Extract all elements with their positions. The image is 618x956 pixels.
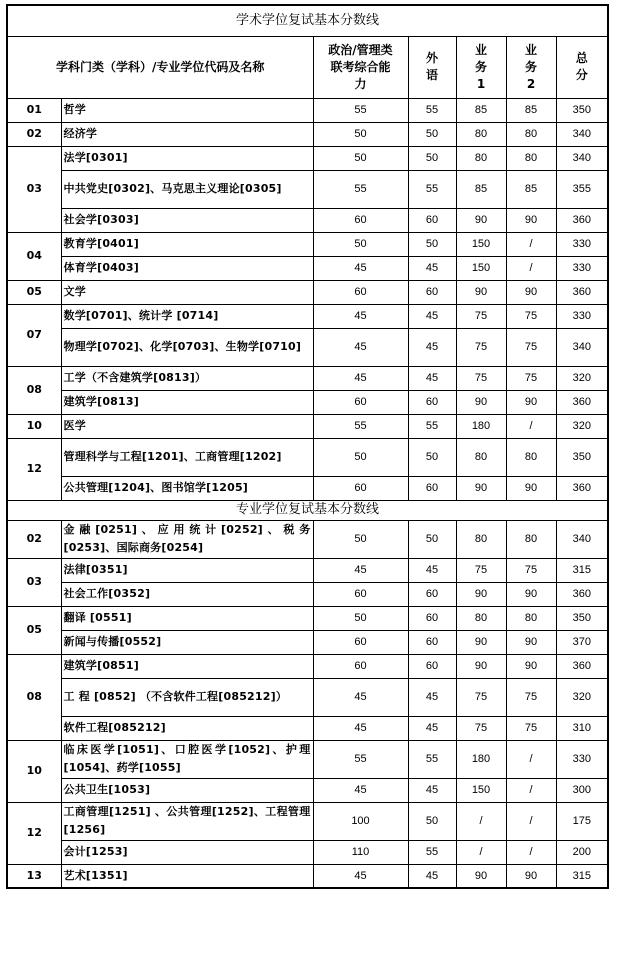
discipline-name: 数学[0701]、统计学 [0714] xyxy=(61,304,313,328)
score-foreign: 45 xyxy=(408,678,456,716)
header-politics-line2: 联考综合能 xyxy=(330,59,391,74)
discipline-name: 翻译 [0551] xyxy=(61,606,313,630)
table-row xyxy=(7,146,608,170)
header-course2-line1: 业 xyxy=(524,42,537,57)
discipline-name: 物理学[0702]、化学[0703]、生物学[0710] xyxy=(61,328,313,366)
discipline-code: 12 xyxy=(7,802,61,864)
score-politics: 50 xyxy=(313,520,408,558)
table-row xyxy=(7,366,608,390)
table-row xyxy=(7,256,608,280)
table-row xyxy=(7,520,608,558)
score-foreign: 45 xyxy=(408,304,456,328)
score-total: 300 xyxy=(556,778,608,802)
score-course2: 80 xyxy=(506,606,556,630)
score-foreign: 45 xyxy=(408,716,456,740)
score-course1: 90 xyxy=(456,864,506,888)
score-politics: 55 xyxy=(313,414,408,438)
discipline-code: 04 xyxy=(7,232,61,280)
score-foreign: 60 xyxy=(408,654,456,678)
discipline-code: 10 xyxy=(7,740,61,802)
discipline-code: 03 xyxy=(7,146,61,232)
score-course1: 80 xyxy=(456,520,506,558)
header-course2 xyxy=(506,36,556,98)
discipline-code: 13 xyxy=(7,864,61,888)
score-foreign: 45 xyxy=(408,864,456,888)
score-course2: 80 xyxy=(506,122,556,146)
score-course2: / xyxy=(506,414,556,438)
discipline-code: 12 xyxy=(7,438,61,500)
table-row xyxy=(7,232,608,256)
score-course1: 90 xyxy=(456,630,506,654)
discipline-name: 法律[0351] xyxy=(61,558,313,582)
header-foreign xyxy=(408,36,456,98)
header-course1 xyxy=(456,36,506,98)
score-course1: 80 xyxy=(456,606,506,630)
score-politics: 55 xyxy=(313,740,408,778)
score-total: 370 xyxy=(556,630,608,654)
score-total: 330 xyxy=(556,740,608,778)
score-politics: 60 xyxy=(313,390,408,414)
score-foreign: 60 xyxy=(408,390,456,414)
score-course2: 75 xyxy=(506,304,556,328)
discipline-name: 体育学[0403] xyxy=(61,256,313,280)
table-row xyxy=(7,304,608,328)
score-politics: 60 xyxy=(313,582,408,606)
score-total: 200 xyxy=(556,840,608,864)
score-course2: 80 xyxy=(506,520,556,558)
score-course1: 75 xyxy=(456,328,506,366)
score-politics: 45 xyxy=(313,678,408,716)
header-course1-line1: 业 xyxy=(474,42,487,57)
score-course2: / xyxy=(506,802,556,840)
score-course2: 90 xyxy=(506,390,556,414)
score-foreign: 55 xyxy=(408,170,456,208)
score-course2: / xyxy=(506,256,556,280)
discipline-name: 公共管理[1204]、图书馆学[1205] xyxy=(61,476,313,500)
score-politics: 45 xyxy=(313,366,408,390)
score-politics: 45 xyxy=(313,558,408,582)
score-politics: 50 xyxy=(313,146,408,170)
score-total: 350 xyxy=(556,438,608,476)
table-row xyxy=(7,778,608,802)
header-course1-line3: 1 xyxy=(476,76,486,91)
score-total: 360 xyxy=(556,582,608,606)
score-foreign: 50 xyxy=(408,438,456,476)
score-course2: 90 xyxy=(506,630,556,654)
score-course1: 90 xyxy=(456,654,506,678)
discipline-name: 文学 xyxy=(61,280,313,304)
score-course1: / xyxy=(456,802,506,840)
score-course1: / xyxy=(456,840,506,864)
score-course2: 90 xyxy=(506,476,556,500)
score-course1: 75 xyxy=(456,366,506,390)
score-total: 360 xyxy=(556,280,608,304)
score-course1: 180 xyxy=(456,740,506,778)
score-foreign: 60 xyxy=(408,476,456,500)
score-foreign: 50 xyxy=(408,146,456,170)
score-foreign: 45 xyxy=(408,558,456,582)
table-row xyxy=(7,390,608,414)
score-course2: 80 xyxy=(506,146,556,170)
score-politics: 45 xyxy=(313,256,408,280)
header-total-line1: 总 xyxy=(575,51,588,65)
discipline-name: 建筑学[0813] xyxy=(61,390,313,414)
discipline-name: 艺术[1351] xyxy=(61,864,313,888)
score-course1: 150 xyxy=(456,232,506,256)
header-total-line2: 分 xyxy=(575,68,588,82)
score-politics: 55 xyxy=(313,98,408,122)
table-row xyxy=(7,98,608,122)
table-row xyxy=(7,170,608,208)
table-row xyxy=(7,740,608,778)
score-politics: 45 xyxy=(313,778,408,802)
score-politics: 110 xyxy=(313,840,408,864)
score-politics: 45 xyxy=(313,328,408,366)
discipline-code: 02 xyxy=(7,520,61,558)
score-course2: 80 xyxy=(506,438,556,476)
table-row xyxy=(7,582,608,606)
table-row xyxy=(7,864,608,888)
score-foreign: 45 xyxy=(408,328,456,366)
score-total: 340 xyxy=(556,520,608,558)
header-politics-line3: 力 xyxy=(354,76,367,91)
score-total: 320 xyxy=(556,366,608,390)
score-course2: 75 xyxy=(506,328,556,366)
score-total: 350 xyxy=(556,98,608,122)
discipline-name: 哲学 xyxy=(61,98,313,122)
table-row xyxy=(7,630,608,654)
header-politics-line1: 政治/管理类 xyxy=(328,42,393,57)
discipline-code: 01 xyxy=(7,98,61,122)
score-total: 360 xyxy=(556,390,608,414)
score-total: 340 xyxy=(556,146,608,170)
score-course1: 80 xyxy=(456,122,506,146)
header-course2-line2: 务 xyxy=(524,59,537,74)
score-foreign: 60 xyxy=(408,280,456,304)
score-total: 355 xyxy=(556,170,608,208)
score-total: 310 xyxy=(556,716,608,740)
score-course1: 75 xyxy=(456,716,506,740)
score-course1: 90 xyxy=(456,582,506,606)
score-politics: 50 xyxy=(313,438,408,476)
discipline-code: 02 xyxy=(7,122,61,146)
table-row xyxy=(7,122,608,146)
score-course2: / xyxy=(506,778,556,802)
score-table-sheet xyxy=(6,4,609,889)
score-total: 350 xyxy=(556,606,608,630)
score-total: 360 xyxy=(556,208,608,232)
score-course1: 75 xyxy=(456,304,506,328)
score-foreign: 60 xyxy=(408,606,456,630)
table-row xyxy=(7,558,608,582)
discipline-code: 03 xyxy=(7,558,61,606)
score-course1: 90 xyxy=(456,280,506,304)
score-politics: 50 xyxy=(313,606,408,630)
score-foreign: 60 xyxy=(408,630,456,654)
score-politics: 60 xyxy=(313,476,408,500)
score-foreign: 55 xyxy=(408,840,456,864)
table-row xyxy=(7,802,608,840)
discipline-name: 工 程 [0852] （不含软件工程[085212]） xyxy=(61,678,313,716)
discipline-name: 建筑学[0851] xyxy=(61,654,313,678)
score-foreign: 45 xyxy=(408,778,456,802)
table-row xyxy=(7,208,608,232)
score-course2: 75 xyxy=(506,366,556,390)
score-total: 330 xyxy=(556,232,608,256)
header-course1-line2: 务 xyxy=(474,59,487,74)
discipline-name: 新闻与传播[0552] xyxy=(61,630,313,654)
discipline-code: 07 xyxy=(7,304,61,366)
score-total: 175 xyxy=(556,802,608,840)
score-course2: / xyxy=(506,840,556,864)
score-total: 360 xyxy=(556,654,608,678)
score-course1: 180 xyxy=(456,414,506,438)
academic-title: 学术学位复试基本分数线 xyxy=(7,5,608,36)
score-total: 320 xyxy=(556,678,608,716)
table-row xyxy=(7,654,608,678)
header-row xyxy=(7,36,608,98)
score-course2: 90 xyxy=(506,654,556,678)
score-foreign: 50 xyxy=(408,802,456,840)
discipline-code: 08 xyxy=(7,366,61,414)
score-foreign: 45 xyxy=(408,256,456,280)
score-course2: 90 xyxy=(506,280,556,304)
score-total: 315 xyxy=(556,558,608,582)
header-total xyxy=(556,36,608,98)
header-course2-line3: 2 xyxy=(526,76,536,91)
score-politics: 45 xyxy=(313,304,408,328)
score-total: 340 xyxy=(556,122,608,146)
discipline-name: 工商管理[1251] 、公共管理[1252]、工程管理[1256] xyxy=(61,802,313,840)
score-foreign: 55 xyxy=(408,740,456,778)
score-politics: 50 xyxy=(313,232,408,256)
score-total: 340 xyxy=(556,328,608,366)
score-total: 315 xyxy=(556,864,608,888)
table-row xyxy=(7,606,608,630)
header-subject: 学科门类（学科）/专业学位代码及名称 xyxy=(7,36,313,98)
score-course1: 90 xyxy=(456,208,506,232)
score-course1: 75 xyxy=(456,558,506,582)
discipline-name: 工学（不含建筑学[0813]） xyxy=(61,366,313,390)
discipline-code: 10 xyxy=(7,414,61,438)
discipline-name: 社会工作[0352] xyxy=(61,582,313,606)
discipline-name: 公共卫生[1053] xyxy=(61,778,313,802)
score-foreign: 50 xyxy=(408,520,456,558)
discipline-name: 软件工程[085212] xyxy=(61,716,313,740)
score-course2: 75 xyxy=(506,716,556,740)
score-course1: 90 xyxy=(456,390,506,414)
score-foreign: 50 xyxy=(408,232,456,256)
discipline-name: 教育学[0401] xyxy=(61,232,313,256)
score-politics: 50 xyxy=(313,122,408,146)
score-course1: 150 xyxy=(456,256,506,280)
score-foreign: 50 xyxy=(408,122,456,146)
score-course2: 75 xyxy=(506,558,556,582)
discipline-code: 05 xyxy=(7,280,61,304)
score-course2: 85 xyxy=(506,170,556,208)
header-politics xyxy=(313,36,408,98)
score-total: 330 xyxy=(556,256,608,280)
score-course1: 85 xyxy=(456,98,506,122)
discipline-name: 管理科学与工程[1201]、工商管理[1202] xyxy=(61,438,313,476)
discipline-name: 中共党史[0302]、马克思主义理论[0305] xyxy=(61,170,313,208)
discipline-name: 法学[0301] xyxy=(61,146,313,170)
score-course2: / xyxy=(506,740,556,778)
score-table xyxy=(6,4,609,889)
score-course2: 85 xyxy=(506,98,556,122)
score-course1: 80 xyxy=(456,438,506,476)
table-row xyxy=(7,476,608,500)
score-politics: 60 xyxy=(313,630,408,654)
table-row xyxy=(7,414,608,438)
table-row xyxy=(7,328,608,366)
score-course2: 90 xyxy=(506,864,556,888)
score-foreign: 55 xyxy=(408,414,456,438)
score-total: 330 xyxy=(556,304,608,328)
professional-title-row xyxy=(7,500,608,520)
table-row xyxy=(7,678,608,716)
table-row xyxy=(7,438,608,476)
table-row xyxy=(7,716,608,740)
score-total: 320 xyxy=(556,414,608,438)
header-foreign-line2: 语 xyxy=(425,68,438,82)
table-row xyxy=(7,280,608,304)
score-course1: 85 xyxy=(456,170,506,208)
score-course1: 80 xyxy=(456,146,506,170)
score-politics: 45 xyxy=(313,716,408,740)
score-politics: 60 xyxy=(313,280,408,304)
score-foreign: 60 xyxy=(408,582,456,606)
discipline-name: 社会学[0303] xyxy=(61,208,313,232)
score-politics: 55 xyxy=(313,170,408,208)
discipline-name: 医学 xyxy=(61,414,313,438)
table-row xyxy=(7,840,608,864)
score-course2: 90 xyxy=(506,208,556,232)
score-politics: 45 xyxy=(313,864,408,888)
discipline-name: 会计[1253] xyxy=(61,840,313,864)
score-politics: 60 xyxy=(313,208,408,232)
score-foreign: 55 xyxy=(408,98,456,122)
score-politics: 60 xyxy=(313,654,408,678)
discipline-name: 金融[0251]、应用统计[0252]、税务[0253]、国际商务[0254] xyxy=(61,520,313,558)
score-course1: 90 xyxy=(456,476,506,500)
discipline-code: 08 xyxy=(7,654,61,740)
score-foreign: 60 xyxy=(408,208,456,232)
score-course2: / xyxy=(506,232,556,256)
discipline-code: 05 xyxy=(7,606,61,654)
score-course1: 75 xyxy=(456,678,506,716)
header-foreign-line1: 外 xyxy=(425,51,438,65)
score-politics: 100 xyxy=(313,802,408,840)
professional-title: 专业学位复试基本分数线 xyxy=(7,500,608,520)
academic-title-row xyxy=(7,5,608,36)
score-course2: 75 xyxy=(506,678,556,716)
score-foreign: 45 xyxy=(408,366,456,390)
score-course2: 90 xyxy=(506,582,556,606)
discipline-name: 临床医学[1051]、口腔医学[1052]、护理[1054]、药学[1055] xyxy=(61,740,313,778)
discipline-name: 经济学 xyxy=(61,122,313,146)
score-total: 360 xyxy=(556,476,608,500)
score-course1: 150 xyxy=(456,778,506,802)
